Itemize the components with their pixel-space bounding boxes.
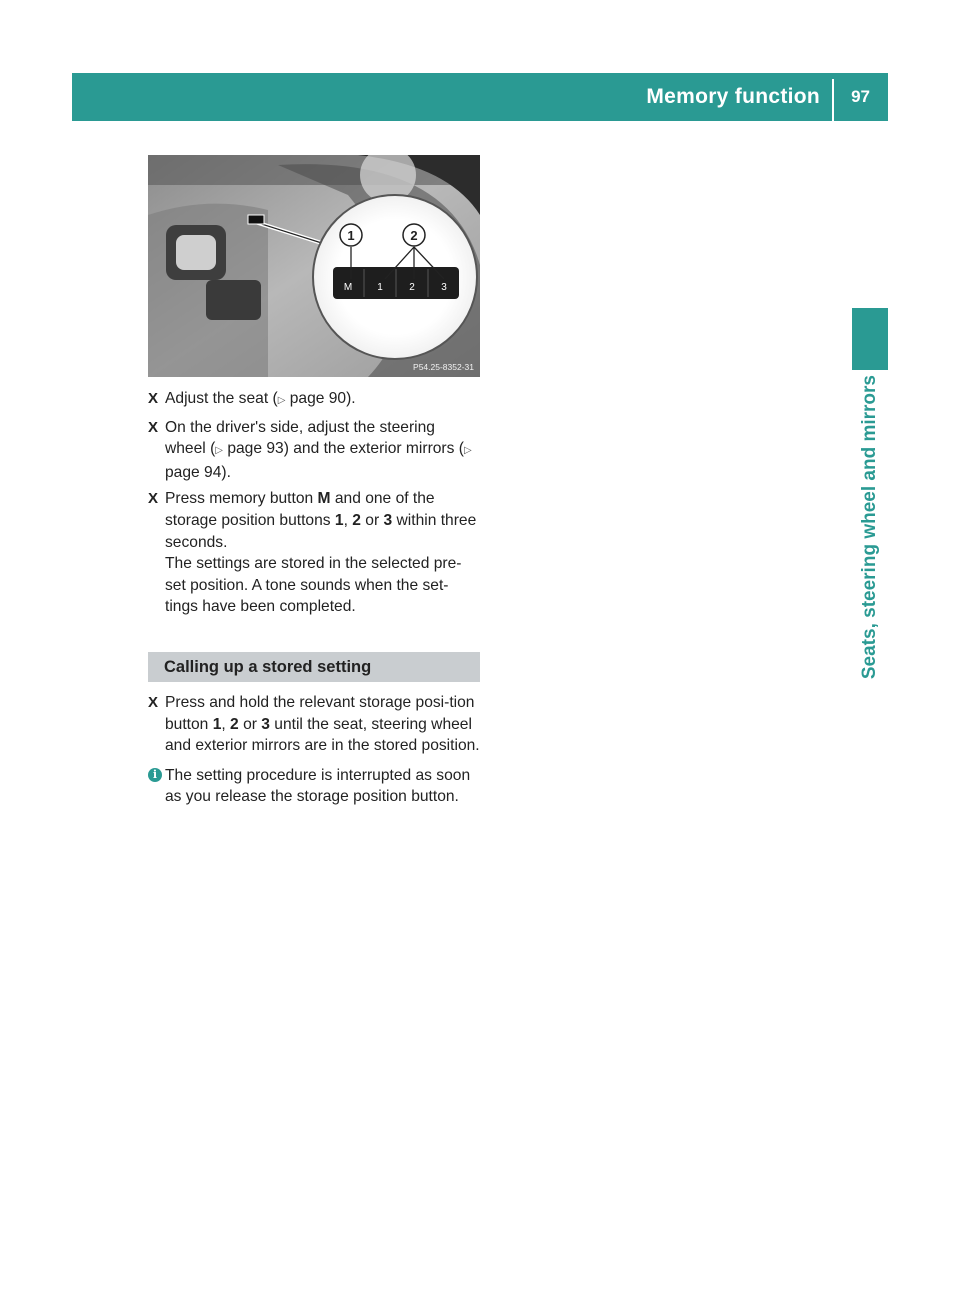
step-result: The settings are stored in the selected pre-set position. A tone sounds when the set-tings have been completed. xyxy=(165,555,462,616)
header-bar xyxy=(72,73,888,121)
info-note xyxy=(148,765,480,808)
svg-text:2: 2 xyxy=(410,228,418,243)
page-number: 97 xyxy=(851,87,870,106)
button-1-label: 1 xyxy=(377,282,383,293)
side-tab-text: Seats, steering wheel and mirrors xyxy=(859,375,880,680)
header-divider xyxy=(832,79,834,121)
button-m-label: M xyxy=(343,282,353,293)
main-content xyxy=(148,388,480,808)
step-marker-icon: X xyxy=(148,693,159,711)
step-adjust-seat: X Adjust the seat (▷ page 90). xyxy=(148,388,480,412)
window-switch-panel xyxy=(206,280,261,320)
step-marker-icon: X xyxy=(148,490,159,508)
memory-buttons-photo xyxy=(148,155,480,377)
photo-illustration xyxy=(148,155,480,377)
image-code: P54.25-8352-31 xyxy=(413,362,474,372)
page-ref-link[interactable]: page 90 xyxy=(289,390,347,407)
step-marker-icon: X xyxy=(148,390,159,407)
step-press-hold: X Press and hold the relevant storage posi-tion button 1, 2 or 3 until the seat, steering wheel and exterior mirrors are in the stored position. xyxy=(148,693,480,755)
button-3-label: 3 xyxy=(441,282,447,293)
svg-text:1: 1 xyxy=(347,228,355,243)
page-ref-icon: ▷ xyxy=(215,445,223,457)
page-ref-link[interactable]: page 94 xyxy=(165,463,222,481)
step-adjust-steering: X On the driver's side, adjust the steering wheel (▷ page 93) and the exterior mirrors (▷ page 94). xyxy=(148,418,472,481)
button-2-label: 2 xyxy=(409,282,415,293)
section-heading: Calling up a stored setting xyxy=(148,652,480,682)
info-note-text: The setting procedure is interrupted as soon as you release the storage position button. xyxy=(165,766,471,806)
header-title: Memory function xyxy=(646,85,820,108)
side-tab-marker xyxy=(852,308,888,370)
page-ref-link[interactable]: page 93 xyxy=(227,440,284,458)
step-marker-icon: X xyxy=(148,418,159,436)
page-ref-icon: ▷ xyxy=(463,445,472,457)
page-ref-icon: ▷ xyxy=(277,395,286,406)
side-tab-label xyxy=(852,375,888,747)
step-press-memory: X Press memory button M and one of the storage position buttons 1, 2 or 3 within three seconds. The settings are stored in the selected pre-set position. A tone sounds when the set-tings have been completed. xyxy=(148,488,480,618)
info-icon: i xyxy=(148,768,162,782)
